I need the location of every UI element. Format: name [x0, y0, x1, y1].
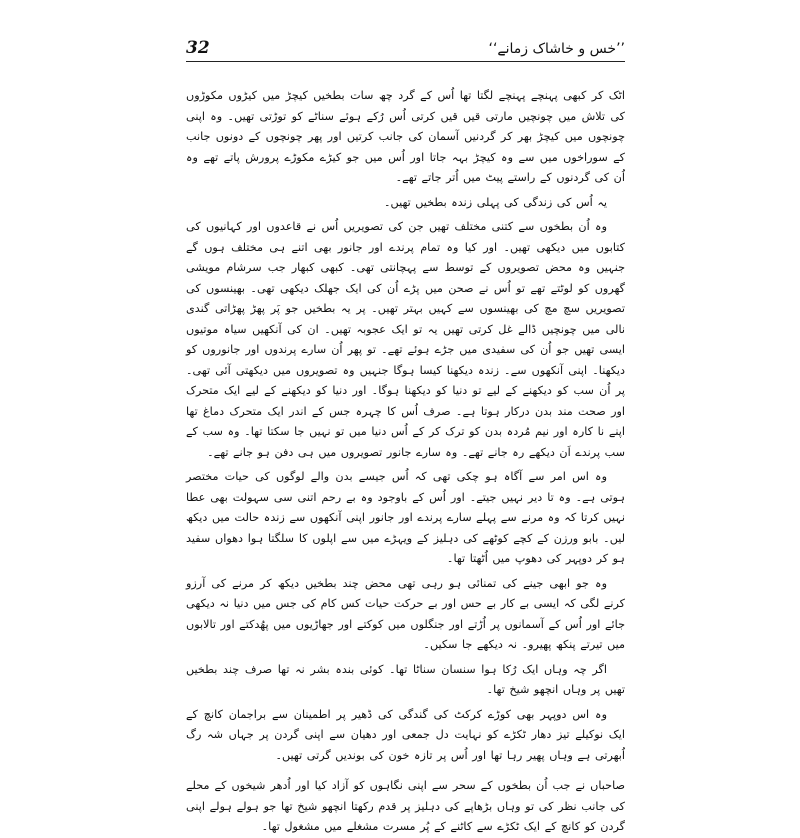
running-title: ’’خس و خاشاک زمانے‘‘ — [488, 41, 625, 57]
page-body — [186, 86, 625, 838]
paragraph-1: اٹک کر کبھی پہنچے پہنچے لگتا تھا اُس کے گرد چھ سات بطخیں کیچڑ میں کیڑوں مکوڑوں کی تلاش میں چونچیں مارتی قیں قیں کرتی اُس رُکے ہوئے سناٹے کو توڑتی تھیں۔ وہ اپنی چونچوں میں کیچڑ بھر کر گردنیں آسمان کی جانب کرتیں اور پھر چونچوں کے دونوں جانب کے سوراخوں میں سے وہ کیچڑ بہہ جاتا اور اُس میں جو کیڑے مکوڑے پرورش پاتے تھے وہ اُن کی گردنوں کے راستے پیٹ میں اُتر جاتے تھے۔ — [186, 89, 625, 184]
page-header — [186, 22, 625, 62]
paragraph-4: وہ اس امر سے آگاہ ہو چکی تھی کہ اُس جیسے بدن والے لوگوں کی حیات مختصر ہوتی ہے۔ وہ تا دیر نہیں جیتے۔ اور اُس کے باوجود وہ بے رحم اتنی سی سہولت بھی عطا نہیں کرتا کہ وہ مرنے سے پہلے سارے پرندے اور جانور اپنی آنکھوں سے زندہ حالت میں دیکھ لیں۔ بابو ورزن کے کچے کوٹھے کی دہلیز کے ویہڑے میں سے اپلوں کا سلگتا ہوا دھواں سفید ہو کر دوپہر کی دھوپ میں اُٹھتا تھا۔ — [186, 470, 625, 565]
paragraph-8: صاحباں نے جب اُن بطخوں کے سحر سے اپنی نگاہوں کو آزاد کیا اور اُدھر شیخوں کے محلے کی جانب نظر کی تو وہاں بڑھاپے کی دہلیز پر قدم رکھتا انچھو شیخ تھا جو ہولے ہولے اپنی گردن کو کانچ کے ایک ٹکڑے سے کاٹنے کے پُر مسرت مشغلے میں مشغول تھا۔ — [186, 779, 625, 833]
paragraph-6: اگر چہ وہاں ایک رُکا ہوا سنسان سناٹا تھا۔ کوئی بندہ بشر نہ تھا صرف چند بطخیں تھیں پر وہاں انچھو شیخ تھا۔ — [186, 662, 625, 696]
paragraph-3: وہ اُن بطخوں سے کتنی مختلف تھیں جن کی تصویریں اُس نے قاعدوں اور کہانیوں کی کتابوں میں دیکھی تھیں۔ اور کیا وہ تمام پرندے اور جانور بھی اتنے ہی مختلف ہوں گے جنہیں وہ محض تصویروں کے توسط سے پہچانتی تھی۔ کبھی کبھار جب سرشام مویشی گھروں کو لوٹتے تھے تو اُس نے صحن میں پڑے اُن کی ایک جھلک دیکھی تھی۔ بھینسوں کی تصویریں سچ مچ کی بھینسوں سے کہیں بہتر تھیں۔ پر یہ بطخیں جو پَر پھڑ پھڑاتی گندی نالی میں چونچیں ڈالے غل کرتی تھیں یہ تو ایک عجوبہ تھیں۔ ان کی آنکھیں سیاہ موتیوں ایسی تھیں جو اُن کی سفیدی میں جڑے ہوئے تھے۔ تو پھر اُن سارے پرندوں اور جانوروں کو دیکھنا۔ اپنی آنکھوں سے۔ زندہ دیکھنا کیسا ہوگا جنہیں وہ تصویروں میں دیکھتی آئی تھی۔ پر اُن سب کو دیکھنے کے لیے تو دنیا کو دیکھنا ہوگا۔ اور دنیا کو دیکھنے کے لیے ایک متحرک اور صحت مند بدن درکار ہوتا ہے۔ صرف اُس کا چہرہ جس کے اندر ایک متحرک دماغ تھا اپنے نا کارہ اور نیم مُردہ بدن کو ترک کر کے اُس دنیا میں تو نہیں جا سکتا تھا۔ وہ سب کے سب پرندے اَن دیکھے رہ جانے تھے۔ وہ سارے جانور تصویروں میں ہی دفن ہو جانے تھے۔ — [186, 220, 625, 459]
page-number: 32 — [186, 38, 210, 58]
paragraph-2: یہ اُس کی زندگی کی پہلی زندہ بطخیں تھیں۔ — [384, 195, 607, 209]
paragraph-5: وہ جو ابھی جینے کی تمنائی ہو رہی تھی محض چند بطخیں دیکھ کر مرنے کی آرزو کرنے لگی کہ ایسی بے کار بے حس اور بے حرکت حیات کس کام کی جس میں دنیا نہ دیکھی جائے اور اُس کے آسمانوں پر اُڑتے اور جنگلوں میں کوکتے اور جھاڑیوں میں پھُدکتے اور تالابوں میں تیرتے پنکھ پھیرو۔ نہ دیکھے جا سکیں۔ — [186, 576, 625, 651]
paragraph-7: وہ اس دوپہر بھی کوڑے کرکٹ کی گندگی کی ڈھیر پر اطمینان سے براجمان کانچ کے ایک نوکیلے تیز دھار ٹکڑے کو نہایت دل جمعی اور دھیان سے اپنی گردن پر جہاں شہ رگ اُبھرتی ہے وہاں پھیر رہا تھا اور اُس پر تازہ خون کی بوندیں گرتی تھیں۔ — [186, 707, 625, 762]
